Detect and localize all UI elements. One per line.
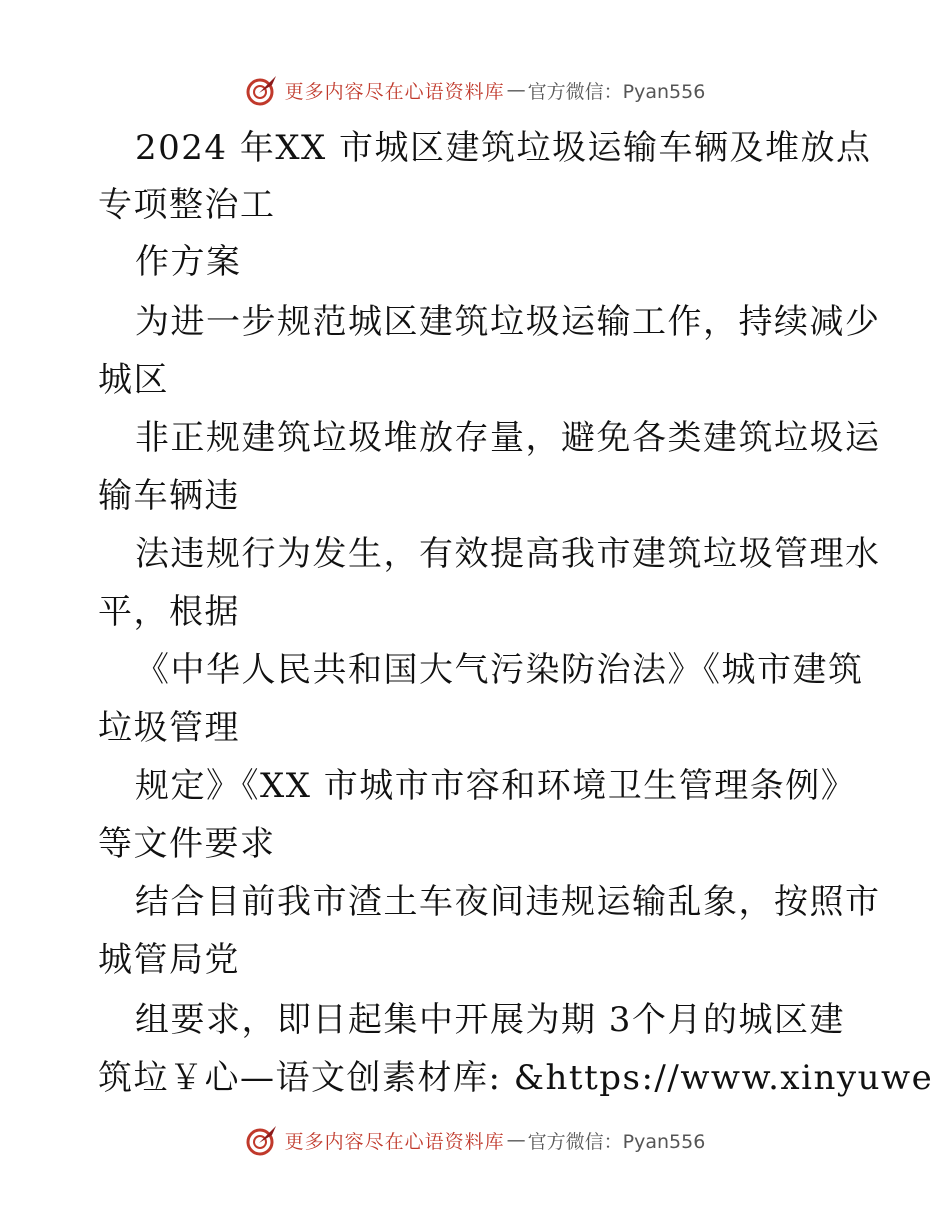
doc-line: 垃圾管理 xyxy=(98,708,240,748)
doc-line: 《中华人民共和国大气污染防治法》《城市建筑 xyxy=(135,650,864,690)
quill-logo-icon xyxy=(245,1123,279,1157)
watermark-separator: — xyxy=(506,1129,526,1151)
quill-logo-icon xyxy=(245,73,279,107)
doc-line-title-2: 专项整治工 xyxy=(98,185,276,225)
doc-line: 输车辆违 xyxy=(98,476,240,516)
doc-line-truncated: 筑垃￥心—语文创素材库: &https://www.xinyuwe xyxy=(98,1058,934,1098)
watermark-contact: 官方微信：Pyan556 xyxy=(527,80,706,103)
doc-line: 城区 xyxy=(98,360,169,400)
doc-line-title-3: 作方案 xyxy=(135,242,242,282)
doc-line: 城管局党 xyxy=(98,940,240,980)
doc-line: 规定》《XX 市城市市容和环境卫生管理条例》 xyxy=(135,766,857,806)
watermark-contact: 官方微信：Pyan556 xyxy=(527,1130,706,1153)
watermark-brand: 更多内容尽在心语资料库 xyxy=(284,1130,505,1153)
doc-line: 等文件要求 xyxy=(98,824,276,864)
doc-line: 结合目前我市渣土车夜间违规运输乱象，按照市 xyxy=(135,882,881,922)
doc-line: 组要求，即日起集中开展为期 3个月的城区建 xyxy=(135,1000,845,1040)
doc-line: 平，根据 xyxy=(98,592,240,632)
footer-watermark xyxy=(0,1120,950,1160)
doc-line: 为进一步规范城区建筑垃圾运输工作，持续减少 xyxy=(135,302,881,342)
watermark-separator: — xyxy=(506,79,526,101)
doc-line-title-1: 2024 年XX 市城区建筑垃圾运输车辆及堆放点 xyxy=(135,128,872,168)
header-watermark xyxy=(0,70,950,110)
watermark-brand: 更多内容尽在心语资料库 xyxy=(284,80,505,103)
doc-line: 法违规行为发生，有效提高我市建筑垃圾管理水 xyxy=(135,534,881,574)
doc-line: 非正规建筑垃圾堆放存量，避免各类建筑垃圾运 xyxy=(135,418,881,458)
